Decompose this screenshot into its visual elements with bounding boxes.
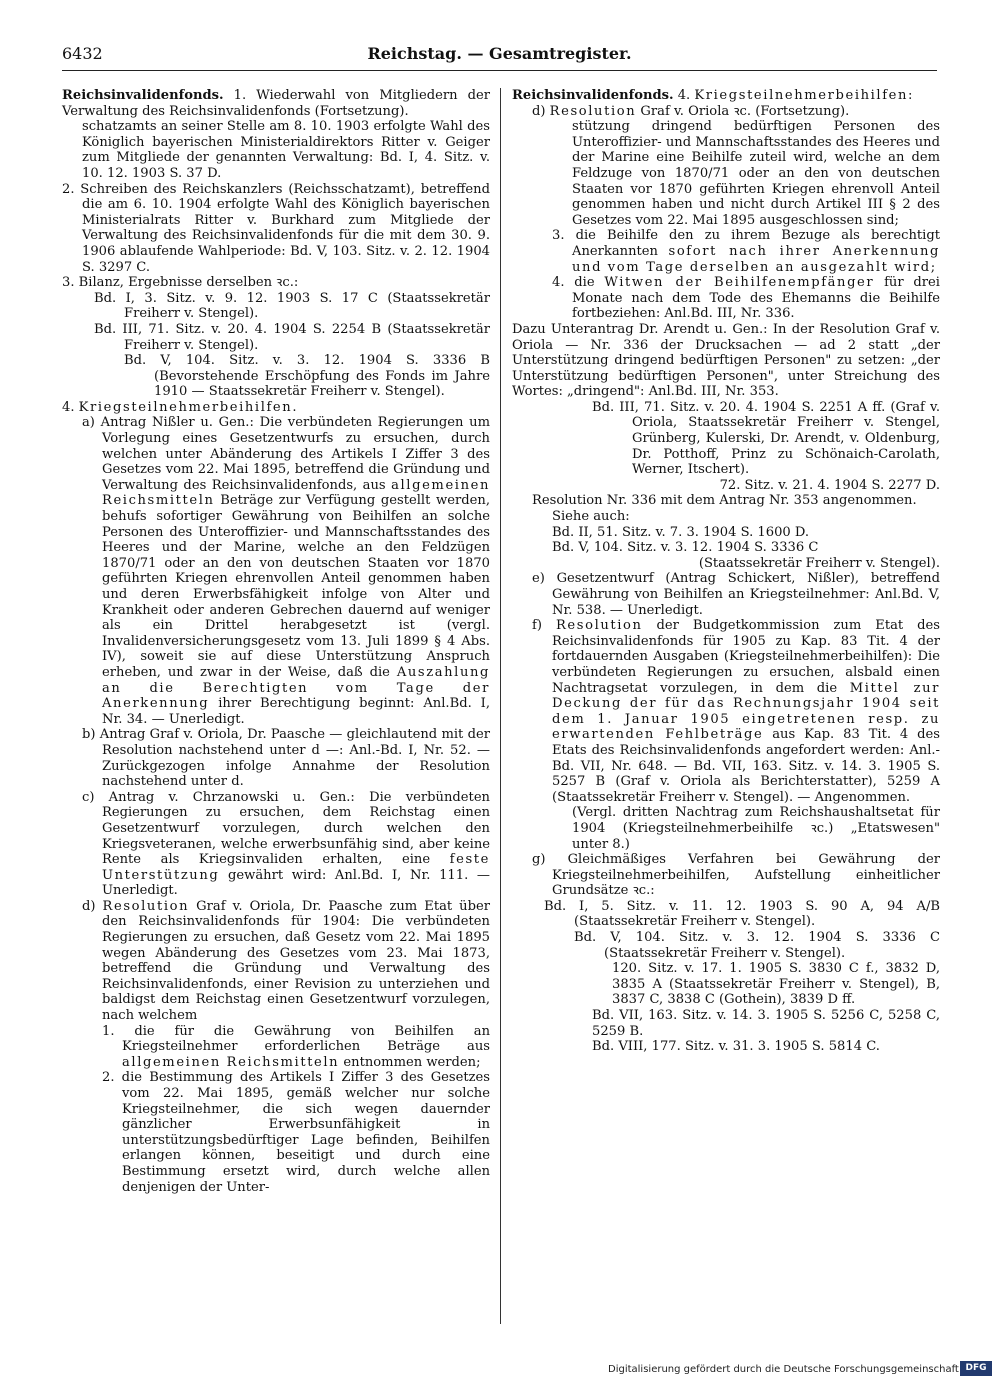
entry-text: Mittel zur Deckung der für das Rechnungsjahr 1904 seit dem 1. Januar 1905 eingetretenen resp. zu erwartenden Fehlbeträge <box>552 680 940 743</box>
register-entry <box>512 1008 940 1039</box>
entry-text: (Vergl. dritten Nachtrag zum Reichshaushaltsetat für 1904 (Kriegsteilnehmerbeihilfe ꝛc.) „Etatswesen" unter 8.) <box>572 805 940 852</box>
register-entry <box>512 899 940 930</box>
register-entry <box>62 182 490 276</box>
entry-text: Bd. V, 104. Sitz. v. 3. 12. 1904 S. 3336 C <box>552 540 819 556</box>
entry-text: Resolution <box>555 618 643 634</box>
entry-text: (Staatssekretär Freiherr v. Stengel). <box>698 555 940 571</box>
entry-text: Bd. III, 71. Sitz. v. 20. 4. 1904 S. 2254 B (Staatssekretär Freiherr v. Stengel). <box>94 321 490 353</box>
entry-text: Kriegsteilnehmerbeihilfen. <box>78 399 299 415</box>
register-entry <box>62 88 490 119</box>
dfg-logo: DFG <box>960 1361 992 1376</box>
entry-text: d) <box>532 103 550 119</box>
entry-text: allgemeinen Reichsmitteln <box>122 1054 340 1070</box>
entry-text: Witwen der Beihilfenempfänger <box>604 275 875 291</box>
entry-text: Bd. VII, 163. Sitz. v. 14. 3. 1905 S. 5256 C, 5258 C, 5259 B. <box>592 1008 940 1039</box>
entry-text: schatzamts an seiner Stelle am 8. 10. 1903 erfolgte Wahl des Königlich bayerischen Ministerialdirektors Ritter v. Geiger zum Mitgliede der genannten Verwaltung: Bd. I, 4. Sitz. v. 10. 12. 1903 S. 37 D. <box>82 119 490 181</box>
register-entry <box>512 119 940 228</box>
entry-text: d) <box>82 898 103 914</box>
register-entry <box>512 88 940 104</box>
register-entry <box>62 275 490 291</box>
entry-text: Bd. I, 5. Sitz. v. 11. 12. 1903 S. 90 A, 94 A/B (Staatssekretär Freiherr v. Stengel). <box>544 898 940 930</box>
page-header <box>62 44 937 71</box>
entry-text: aus Kap. 83 Tit. 4 des Etats des Reichsinvalidenfonds angefordert werden: Anl.-Bd. VII, Nr. 648. — Bd. VII, 163. Sitz. v. 14. 3. 1905 S. 5257 B (Graf v. Oriola als Berichterstatter), 5259 A (Staatssekretär Freiherr v. Stengel). — Angenommen. <box>552 727 940 805</box>
register-entry <box>512 556 940 572</box>
register-entry <box>62 899 490 1024</box>
register-entry <box>62 353 490 400</box>
entry-text: Resolution Nr. 336 mit dem Antrag Nr. 353 angenommen. <box>532 493 917 509</box>
page-number: 6432 <box>62 44 103 63</box>
register-entry <box>512 478 940 494</box>
register-entry <box>512 275 940 322</box>
entry-text: 2. die Bestimmung des Artikels I Ziffer 3 des Gesetzes vom 22. Mai 1895, gemäß welcher nur solche Kriegsteilnehmer, die sich wegen dauernder gänzlicher Erwerbsunfähigkeit in unterstützungsbedürftiger Lage befinden, Beihilfen erlangen können, beseitigt und durch eine Bestimmung ersetzt wird, durch welche allen denjenigen der Unter- <box>102 1070 490 1195</box>
entry-text: Bd. V, 104. Sitz. v. 3. 12. 1904 S. 3336 C (Staatssekretär Freiherr v. Stengel). <box>574 930 940 961</box>
entry-text: ihrer Berechtigung beginnt: Anl.Bd. I, Nr. 34. — Unerledigt. <box>102 696 490 727</box>
register-entry <box>62 291 490 322</box>
entry-text: 4. <box>673 88 695 103</box>
entry-text: Bd. V, 104. Sitz. v. 3. 12. 1904 S. 3336 B (Bevorstehende Erschöpfung des Fonds im Jahre 1910 — Staatssekretär Freiherr v. Stengel). <box>124 353 490 400</box>
entry-text: 120. Sitz. v. 17. 1. 1905 S. 3830 C f., 3832 D, 3835 A (Staatssekretär Freiherr v. Stengel), B, 3837 C, 3838 C (Gothein), 3839 D ff. <box>612 961 940 1008</box>
entry-text: 2. Schreiben des Reichskanzlers (Reichsschatzamt), betreffend die am 6. 10. 1904 erfolgte Wahl des Königlich bayerischen Ministerialrats Ritter v. Burkhard zum Mitgliede der Verwaltung des Reichsinvalidenfonds für die mit dem 30. 9. 1906 ablaufende Wahlperiode: Bd. V, 103. Sitz. v. 2. 12. 1904 S. 3297 C. <box>62 181 490 275</box>
entry-text: Graf v. Oriola, Dr. Paasche zum Etat über den Reichsinvalidenfonds für 1904: Die verbündeten Regierungen zu ersuchen, daß Gesetz vom 22. Mai 1895 wegen Abänderung des Gesetzes vom 23. Mai 1873, betreffend die Gründung und Verwaltung des Reichsinvalidenfonds, einer Revision zu unterziehen und baldigst dem Reichstag einen Gesetzentwurf vorzulegen, nach welchem <box>102 898 491 1024</box>
entry-text: 3. Bilanz, Ergebnisse derselben ꝛc.: <box>62 275 299 291</box>
entry-text: Resolution <box>549 103 637 119</box>
register-entry <box>512 322 940 400</box>
entry-text: Bd. I, 3. Sitz. v. 9. 12. 1903 S. 17 C (Staatssekretär Freiherr v. Stengel). <box>94 290 490 322</box>
register-entry <box>512 493 940 509</box>
entry-text: e) Gesetzentwurf (Antrag Schickert, Nißler), betreffend Gewährung von Beihilfen an Kriegsteilnehmer: Anl.Bd. V, Nr. 538. — Unerledigt. <box>532 571 940 618</box>
entry-text: Siehe auch: <box>552 509 630 525</box>
entry-text: 72. Sitz. v. 21. 4. 1904 S. 2277 D. <box>719 477 940 493</box>
entry-text: Resolution <box>102 898 190 914</box>
funding-note: Digitalisierung gefördert durch die Deutsche Forschungsgemeinschaft <box>608 1364 959 1375</box>
entry-text: feste Unterstützung <box>102 852 490 883</box>
entry-text: c) Antrag v. Chrzanowski u. Gen.: Die verbündeten Regierungen zu ersuchen, dem Reichstag einen Gesetzentwurf vorzulegen, durch welchen den Kriegsveteranen, welche erwerbsunfähig sind, aber keine Rente als Kriegsinvaliden erhalten, eine <box>82 789 490 868</box>
entry-text: Bd. III, 71. Sitz. v. 20. 4. 1904 S. 2251 A ff. (Graf v. Oriola, Staatssekretär Freiherr v. Stengel, Grünberg, Kulerski, Dr. Arendt, v. Oldenburg, Dr. Potthoff, Prinz zu Schönaich-Carolath, Werner, Itschert). <box>592 399 940 478</box>
register-entry <box>62 400 490 416</box>
entry-text: 1. die für die Gewährung von Beihilfen an Kriegsteilnehmer erforderlichen Beträge aus <box>102 1023 490 1055</box>
entry-text: der Budgetkommission zum Etat des Reichsinvalidenfonds für 1905 zu Kap. 83 Tit. 4 der fortdauernden Ausgaben (Kriegsteilnehmerbeihilfen): Die verbündeten Regierungen zu ersuchen, alsbald einen Nachtragsetat vorzulegen, in dem die <box>552 618 940 696</box>
entry-text: 1. Wiederwahl von Mitgliedern der Verwaltung des Reichsinvalidenfonds (Fortsetzung). <box>62 88 490 119</box>
entry-text: b) Antrag Graf v. Oriola, Dr. Paasche — gleichlautend mit der Resolution nachstehend unter d —: Anl.-Bd. I, Nr. 52. — Zurückgezogen infolge Annahme der Resolution nachstehend unter d. <box>82 727 490 790</box>
left-column <box>62 88 490 1195</box>
entry-text: Dazu Unterantrag Dr. Arendt u. Gen.: In der Resolution Graf v. Oriola — Nr. 336 der Drucksachen — ad 2 statt „der Unterstützung dringend bedürftigen Personen" zu setzen: „der Unterstützung bedürftigen Personen", unter Streichung des Wortes: „dringend": Anl.Bd. III, Nr. 353. <box>512 321 940 400</box>
entry-text: sofort nach ihrer Anerkennung und vom Tage derselben an ausgezahlt wird; <box>572 243 940 275</box>
register-entry <box>512 571 940 618</box>
register-entry <box>62 119 490 181</box>
entry-text: Reichsinvalidenfonds. <box>512 88 674 103</box>
register-entry <box>512 509 940 525</box>
entry-text: 4. <box>62 399 79 415</box>
register-entry <box>62 1070 490 1195</box>
entry-text: 3. die Beihilfe den zu ihrem Bezuge als berechtigt Anerkannten <box>552 228 940 259</box>
register-entry <box>512 104 940 120</box>
entry-text: a) Antrag Nißler u. Gen.: Die verbündeten Regierungen um Vorlegung eines Gesetzentwurfs zu ersuchen, durch welchen unter Abänderung des Artikels I Ziffer 3 des Gesetzes vom 22. Mai 1895, betreffend die Gründung und Verwaltung des Reichsinvalidenfonds, aus <box>82 415 490 493</box>
register-entry <box>512 540 940 556</box>
right-column <box>512 88 940 1055</box>
entry-text: f) <box>532 618 556 634</box>
register-entry <box>512 852 940 899</box>
entry-text: Bd. VIII, 177. Sitz. v. 31. 3. 1905 S. 5814 C. <box>592 1039 880 1055</box>
register-entry <box>512 805 940 852</box>
register-entry <box>62 322 490 353</box>
register-entry <box>512 525 940 541</box>
entry-text: entnommen werden; <box>339 1054 481 1070</box>
register-entry <box>512 400 940 478</box>
entry-text: für drei Monate nach dem Tode des Ehemanns die Beihilfe fortbeziehen: Anl.Bd. III, Nr. 336. <box>572 275 940 322</box>
register-entry <box>512 618 940 805</box>
register-entry <box>512 961 940 1008</box>
entry-text: Bd. II, 51. Sitz. v. 7. 3. 1904 S. 1600 D. <box>552 524 810 540</box>
register-entry <box>62 727 490 789</box>
register-entry <box>62 1024 490 1071</box>
register-entry <box>62 790 490 899</box>
entry-text: 4. die <box>552 275 605 291</box>
entry-text: g) Gleichmäßiges Verfahren bei Gewährung der Kriegsteilnehmerbeihilfen, Aufstellung einheitlicher Grundsätze ꝛc.: <box>532 852 940 899</box>
entry-text: gewährt wird: Anl.Bd. I, Nr. 111. — Unerledigt. <box>102 867 490 899</box>
page-title: Reichstag. — Gesamtregister. <box>367 44 632 63</box>
register-entry <box>512 1039 940 1055</box>
entry-text: allgemeinen Reichsmitteln <box>102 477 490 509</box>
entry-text: Kriegsteilnehmerbeihilfen: <box>694 88 915 103</box>
register-entry <box>62 415 490 727</box>
register-entry <box>512 930 940 961</box>
register-entry <box>512 228 940 275</box>
entry-text: Graf v. Oriola ꝛc. (Fortsetzung). <box>636 103 850 119</box>
column-divider <box>500 88 501 1324</box>
entry-text: Beträge zur Verfügung gestellt werden, behufs sofortiger Gewährung von Beihilfen an solche Personen des Unteroffizier- und Mannschaftsstandes des Heeres und der Marine, welche an den Feldzügen 1870/71 oder an den von deutschen Staaten vor 1870 geführten Kriegen ehrenvollen Anteil genommen haben und deren Erwerbsfähigkeit infolge von Alter und Krankheit oder anderen Gebrechen dauernd auf weniger als ein Drittel herabgesetzt ist (vergl. Invalidenversicherungsgesetz vom 13. Juli 1899 § 4 Abs. IV), soweit sie auf diese Unterstützung Anspruch erheben, und zwar in der Weise, daß die <box>102 493 490 680</box>
entry-text: Reichsinvalidenfonds. <box>62 88 224 103</box>
entry-text: Auszahlung an die Berechtigten vom Tage der Anerkennung <box>102 664 490 712</box>
entry-text: stützung dringend bedürftigen Personen des Unteroffizier- und Mannschaftsstandes des Heeres und der Marine eine Beihilfe zuteil wird, welche an dem Feldzuge von 1870/71 oder an den von deutschen Staaten vor 1870 geführten Kriegen ehrenvoll Anteil genommen haben und nicht durch Artikel III § 2 des Gesetzes vom 22. Mai 1895 ausgeschlossen sind; <box>572 119 940 228</box>
